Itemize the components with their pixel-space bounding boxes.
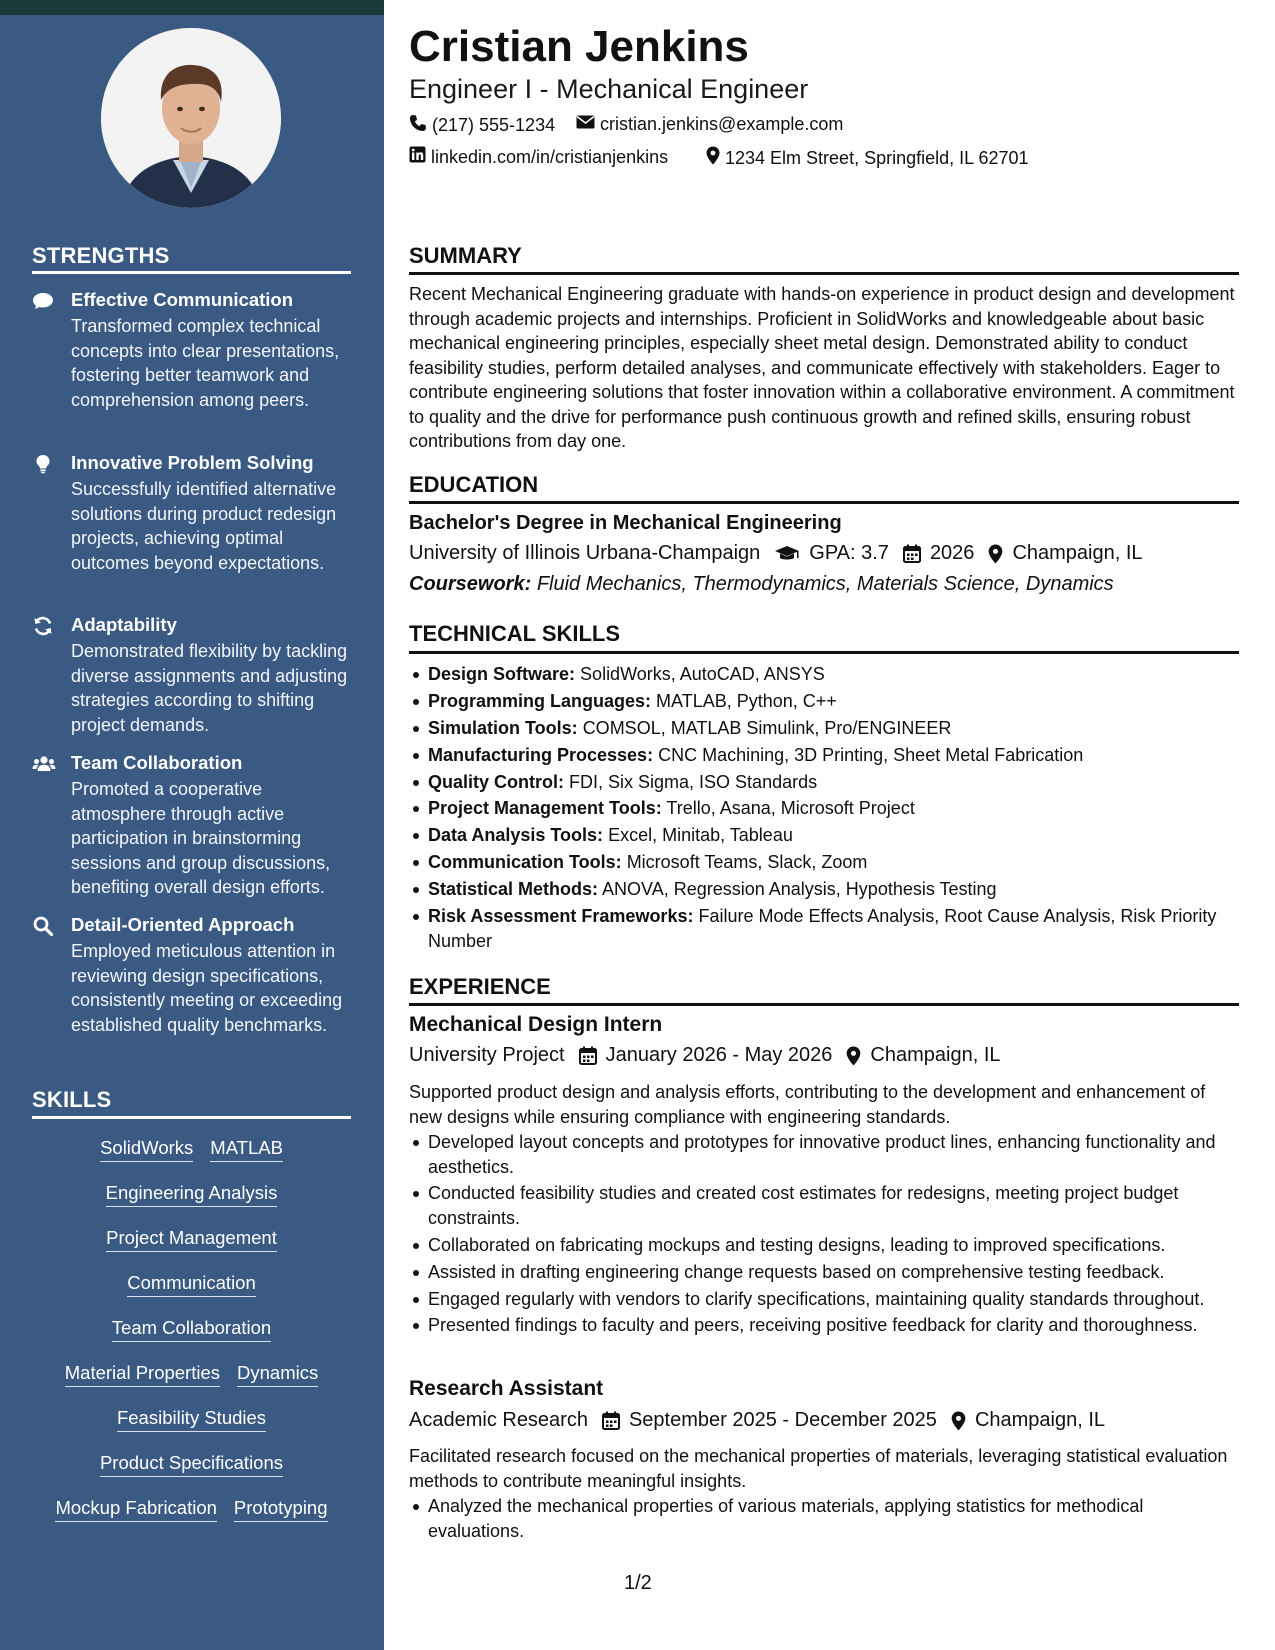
summary-text: Recent Mechanical Engineering graduate with hands-on experience in product design and development through academic projects and internships. Proficient in SolidWorks and knowledgeable about basic mechanical engineering principles, especially sheet metal design. Demonstrated ability to conduct feasibility studies, perform detailed analyses, and communicate effectively with stakeholders. Eager to contribute engineering solutions that foster innovation within a collaborative environment. A commitment to quality and the drive for performance push continuous growth and refined skills, ensuring robust contributions from day one. — [409, 284, 1235, 451]
speech-bubble-icon — [32, 291, 56, 311]
skills-row — [32, 1272, 351, 1297]
strength-description: Demonstrated flexibility by tackling diverse assignments and adjusting strategies according to shifting project demands. — [71, 641, 348, 735]
users-icon — [32, 754, 56, 774]
job-role: Research Assistant — [409, 1377, 604, 1400]
graduation-cap-icon — [774, 545, 800, 563]
envelope-icon — [576, 114, 600, 135]
skill-values: ANOVA, Regression Analysis, Hypothesis Testing — [602, 879, 997, 900]
map-pin-icon — [706, 146, 725, 170]
coursework-line — [409, 573, 1114, 596]
skills-row — [32, 1452, 351, 1477]
graduation-year: 2026 — [929, 542, 975, 564]
lightbulb-icon — [32, 454, 56, 474]
job-meta — [409, 1044, 1001, 1067]
job-location: Champaign, IL — [974, 1409, 1106, 1431]
skill-tag: Dynamics — [237, 1362, 318, 1387]
skill-tag: Prototyping — [234, 1497, 328, 1522]
candidate-name: Cristian Jenkins — [409, 22, 749, 71]
skill-category: Statistical Methods: — [428, 879, 599, 900]
strengths-heading: STRENGTHS — [32, 243, 170, 268]
calendar-icon — [579, 1046, 597, 1065]
summary-heading: SUMMARY — [409, 243, 522, 268]
job-title: Engineer I - Mechanical Engineer — [409, 74, 809, 104]
strength-title: Team Collaboration — [71, 752, 243, 773]
skill-category: Manufacturing Processes: — [428, 744, 654, 765]
sidebar — [0, 0, 384, 1650]
skill-category: Communication Tools: — [428, 852, 622, 873]
skill-values: Trello, Asana, Microsoft Project — [666, 798, 915, 819]
job-organization: University Project — [409, 1044, 565, 1066]
strength-title: Innovative Problem Solving — [71, 452, 314, 473]
page-number: 1/2 — [624, 1572, 652, 1594]
list-item — [409, 904, 1243, 953]
skills-row — [32, 1182, 351, 1207]
skills-heading: SKILLS — [32, 1087, 112, 1112]
skills-divider — [32, 1116, 351, 1119]
gpa-value: GPA: 3.7 — [809, 542, 889, 564]
email-address[interactable]: cristian.jenkins@example.com — [600, 114, 844, 134]
degree-title: Bachelor's Degree in Mechanical Engineering — [409, 512, 842, 534]
job-location: Champaign, IL — [870, 1044, 1001, 1066]
skill-tag: SolidWorks — [100, 1137, 193, 1162]
list-item: Engaged regularly with vendors to clarify specifications, maintaining quality standards throughout. — [409, 1287, 1243, 1312]
job-summary: Supported product design and analysis efforts, contributing to the development and enhancement of new designs while ensuring compliance with engineering standards. — [409, 1082, 1206, 1127]
list-item — [409, 823, 1243, 848]
summary-divider — [409, 272, 1239, 275]
coursework-label: Coursework: — [409, 573, 532, 595]
job-organization: Academic Research — [409, 1409, 588, 1431]
skill-tag: Material Properties — [65, 1362, 220, 1387]
map-pin-icon — [988, 544, 1003, 564]
calendar-icon — [602, 1411, 620, 1430]
strength-title: Detail-Oriented Approach — [71, 914, 295, 935]
sync-icon — [32, 616, 56, 636]
skill-category: Programming Languages: — [428, 690, 652, 711]
list-item — [409, 716, 1243, 741]
skill-values: COMSOL, MATLAB Simulink, Pro/ENGINEER — [582, 717, 952, 738]
job-dates: September 2025 - December 2025 — [628, 1409, 937, 1431]
skill-values: MATLAB, Python, C++ — [656, 690, 837, 711]
list-item — [409, 796, 1243, 821]
phone-number: (217) 555-1234 — [432, 115, 556, 135]
skill-tag: Feasibility Studies — [117, 1407, 266, 1432]
list-item — [409, 850, 1243, 875]
skill-tag: Project Management — [106, 1227, 277, 1252]
skills-row — [32, 1362, 351, 1387]
skill-tag: Product Specifications — [100, 1452, 283, 1477]
education-divider — [409, 501, 1239, 504]
skill-tag: Mockup Fabrication — [55, 1497, 216, 1522]
skill-category: Risk Assessment Frameworks: — [428, 906, 694, 927]
phone-icon — [409, 114, 432, 137]
job-role — [409, 1013, 662, 1037]
job-summary: Facilitated research focused on the mechanical properties of materials, leveraging statistical evaluation methods to contribute meaningful insights. — [409, 1446, 1228, 1491]
skill-values: CNC Machining, 3D Printing, Sheet Metal Fabrication — [658, 744, 1084, 765]
list-item: Analyzed the mechanical properties of various materials, applying statistics for methodical evaluations. — [409, 1494, 1243, 1543]
skill-values: SolidWorks, AutoCAD, ANSYS — [580, 664, 825, 684]
list-item — [409, 689, 1243, 714]
skill-tag: Communication — [127, 1272, 256, 1297]
skill-category: Data Analysis Tools: — [428, 825, 604, 846]
technical-skills-list — [409, 662, 1243, 955]
strength-description: Successfully identified alternative solutions during product redesign projects, achieving optimal outcomes beyond expectations. — [71, 479, 337, 573]
skill-tag: MATLAB — [210, 1137, 283, 1162]
linkedin-icon — [409, 146, 431, 168]
list-item: Conducted feasibility studies and created cost estimates for redesigns, meeting project budget constraints. — [409, 1181, 1243, 1230]
technical-skills-heading: TECHNICAL SKILLS — [409, 621, 621, 646]
skill-category: Simulation Tools: — [428, 717, 578, 738]
strength-description: Transformed complex technical concepts into clear presentations, fostering better teamwork and comprehension among peers. — [71, 316, 340, 410]
linkedin-url[interactable]: linkedin.com/in/cristianjenkins — [431, 146, 669, 167]
strength-title: Adaptability — [71, 614, 177, 635]
experience-heading: EXPERIENCE — [409, 974, 551, 999]
list-item — [409, 662, 1243, 687]
email-contact — [576, 114, 843, 135]
job-bullets — [409, 1130, 1243, 1340]
job-meta — [409, 1409, 1105, 1432]
calendar-icon — [903, 544, 921, 563]
list-item — [409, 743, 1243, 768]
skill-values: Microsoft Teams, Slack, Zoom — [626, 852, 868, 873]
list-item — [409, 770, 1243, 795]
map-pin-icon — [846, 1046, 861, 1066]
education-meta — [409, 542, 1143, 565]
school-location: Champaign, IL — [1012, 542, 1143, 564]
avatar — [101, 28, 281, 208]
skill-values: FDI, Six Sigma, ISO Standards — [569, 771, 818, 792]
skill-values: Failure Mode Effects Analysis, Root Cause Analysis, Risk Priority Number — [428, 906, 1217, 951]
street-address: 1234 Elm Street, Springfield, IL 62701 — [725, 147, 1029, 168]
school-name: University of Illinois Urbana-Champaign — [409, 542, 761, 564]
list-item — [409, 877, 1243, 902]
list-item: Developed layout concepts and prototypes for innovative product lines, enhancing functionality and aesthetics. — [409, 1130, 1243, 1179]
strength-description: Promoted a cooperative atmosphere through active participation in brainstorming sessions and group discussions, benefiting overall design efforts. — [71, 779, 331, 897]
linkedin-contact — [409, 146, 668, 168]
address-contact — [706, 146, 1029, 170]
skills-row — [32, 1137, 351, 1162]
job-role-text: Mechanical Design Intern — [409, 1013, 663, 1036]
list-item: Assisted in drafting engineering change requests based on comprehensive testing feedback. — [409, 1260, 1243, 1285]
strength-description: Employed meticulous attention in reviewing design specifications, consistently meeting or exceeding established quality benchmarks. — [71, 941, 343, 1035]
experience-divider — [409, 1003, 1239, 1006]
job-dates: January 2026 - May 2026 — [605, 1044, 833, 1066]
strengths-divider — [32, 271, 351, 274]
skills-row — [32, 1497, 351, 1522]
technical-skills-divider — [409, 651, 1239, 654]
coursework-list: Fluid Mechanics, Thermodynamics, Materials Science, Dynamics — [536, 573, 1114, 595]
skill-category: Quality Control: — [428, 771, 564, 792]
list-item: Presented findings to faculty and peers, receiving positive feedback for clarity and thoroughness. — [409, 1313, 1243, 1338]
skill-category: Design Software: — [428, 664, 576, 684]
skill-tag: Team Collaboration — [112, 1317, 271, 1342]
skills-row — [32, 1227, 351, 1252]
skills-row — [32, 1407, 351, 1432]
strength-title: Effective Communication — [71, 289, 294, 310]
skill-category: Project Management Tools: — [428, 798, 662, 819]
phone-contact — [409, 114, 555, 137]
job-bullets — [409, 1494, 1243, 1545]
skill-values: Excel, Minitab, Tableau — [608, 825, 793, 846]
skill-tag: Engineering Analysis — [106, 1182, 278, 1207]
education-heading: EDUCATION — [409, 472, 539, 497]
list-item: Collaborated on fabricating mockups and testing designs, leading to improved specifications. — [409, 1233, 1243, 1258]
search-icon — [32, 916, 56, 936]
sidebar-top-accent — [0, 0, 384, 15]
map-pin-icon — [951, 1411, 966, 1431]
skills-row — [32, 1317, 351, 1342]
